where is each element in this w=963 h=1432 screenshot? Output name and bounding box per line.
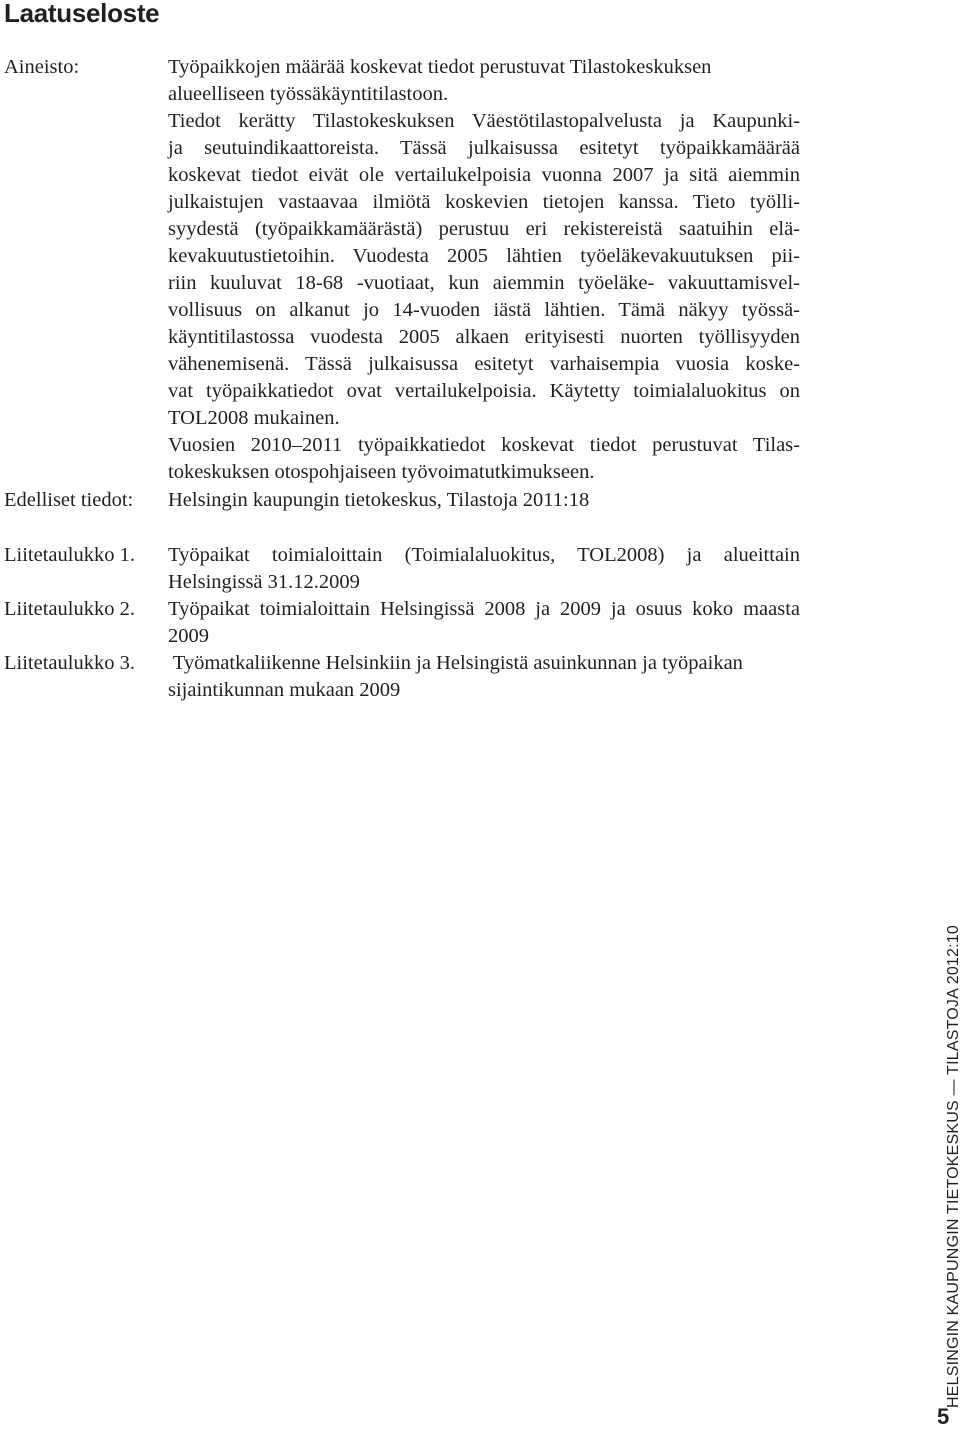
aineisto-line: alueelliseen työssäkäyntitilastoon. <box>168 83 449 105</box>
liitetaulukko-label: Liitetaulukko 2. <box>4 598 135 620</box>
aineisto-line: ja seutuindikaattoreista. Tässä julkaisussa esitetyt työpaikkamäärää <box>168 137 800 159</box>
liitetaulukko-line: Työpaikat toimialoittain (Toimialaluokitus, TOL2008) ja alueittain <box>168 544 800 566</box>
liitetaulukko-line: 2009 <box>168 625 209 647</box>
liitetaulukko-line: Työpaikat toimialoittain Helsingissä 2008 ja 2009 ja osuus koko maasta <box>168 598 800 620</box>
liitetaulukko-label: Liitetaulukko 3. <box>4 652 135 674</box>
liitetaulukko-text <box>168 596 800 650</box>
liitetaulukko-line: Työmatkaliikenne Helsinkiin ja Helsingistä asuinkunnan ja työpaikan <box>168 652 743 674</box>
aineisto-line: Työpaikkojen määrää koskevat tiedot perustuvat Tilastokeskuksen <box>168 56 712 78</box>
edelliset-text <box>168 487 800 514</box>
aineisto-line: vat työpaikkatiedot ovat vertailukelpoisia. Käytetty toimialaluokitus on <box>168 380 800 402</box>
aineisto-label: Aineisto: <box>4 56 80 78</box>
aineisto-line: kevakuutustietoihin. Vuodesta 2005 lähtien työeläkevakuutuksen pii- <box>168 245 800 267</box>
aineisto-line: tokeskuksen otospohjaiseen työvoimatutkimukseen. <box>168 461 595 483</box>
footer-publication-text: HELSINGIN KAUPUNGIN TIETOKESKUS — TILASTOJA 2012:10 <box>945 925 962 1408</box>
aineisto-line: TOL2008 mukainen. <box>168 407 340 429</box>
liitetaulukko-text <box>168 650 800 704</box>
page-title: Laatuseloste <box>4 0 160 28</box>
liitetaulukko-line: sijaintikunnan mukaan 2009 <box>168 679 401 701</box>
liitetaulukko-line: Helsingissä 31.12.2009 <box>168 571 360 593</box>
edelliset-line: Helsingin kaupungin tietokeskus, Tilastoja 2011:18 <box>168 489 590 511</box>
page-number: 5 <box>937 1404 950 1429</box>
aineisto-text <box>168 54 800 486</box>
aineisto-line: riin kuuluvat 18-68 -vuotiaat, kun aiemmin työeläke- vakuuttamisvel- <box>168 272 800 294</box>
aineisto-line: käyntitilastossa vuodesta 2005 alkaen erityisesti nuorten työllisyyden <box>168 326 800 348</box>
aineisto-line: vollisuus on alkanut jo 14-vuoden iästä lähtien. Tämä näkyy työssä- <box>168 299 800 321</box>
aineisto-line: Vuosien 2010–2011 työpaikkatiedot koskevat tiedot perustuvat Tilas- <box>168 434 800 456</box>
liitetaulukko-text <box>168 542 800 596</box>
aineisto-line: Tiedot kerätty Tilastokeskuksen Väestötilastopalvelusta ja Kaupunki- <box>168 110 800 132</box>
aineisto-line: vähenemisenä. Tässä julkaisussa esitetyt varhaisempia vuosia koske- <box>168 353 800 375</box>
edelliset-label: Edelliset tiedot: <box>4 489 134 511</box>
aineisto-line: julkaistujen vastaavaa ilmiötä koskevien tietojen kanssa. Tieto työlli- <box>168 191 800 213</box>
aineisto-line: syydestä (työpaikkamäärästä) perustuu eri rekistereistä saatuihin elä- <box>168 218 800 240</box>
liitetaulukko-label: Liitetaulukko 1. <box>4 544 135 566</box>
aineisto-line: koskevat tiedot eivät ole vertailukelpoisia vuonna 2007 ja sitä aiemmin <box>168 164 800 186</box>
